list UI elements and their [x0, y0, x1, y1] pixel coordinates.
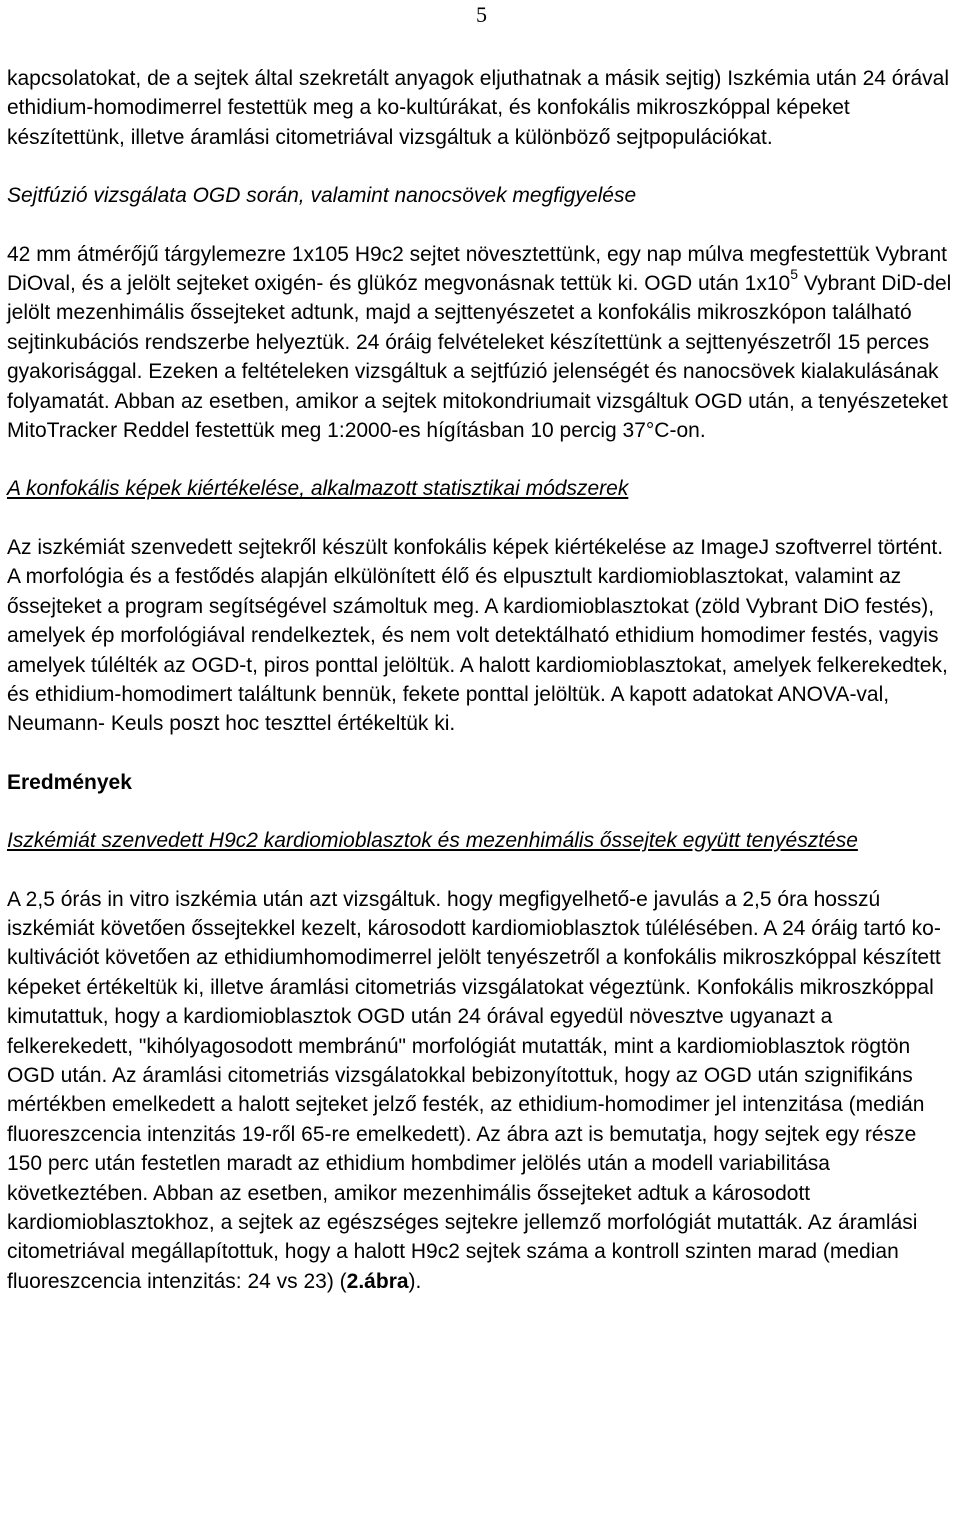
- figure-reference: 2.ábra: [346, 1269, 409, 1293]
- paragraph-text: ).: [408, 1269, 422, 1293]
- paragraph-results: [7, 885, 955, 1297]
- document-body: [7, 64, 955, 1296]
- page-number: 5: [476, 2, 487, 27]
- spacer: [7, 797, 955, 826]
- spacer: [7, 856, 955, 885]
- spacer: [7, 211, 955, 240]
- paragraph-methods-fusion: [7, 240, 955, 446]
- section-heading-evaluation: A konfokális képek kiértékelése, alkalmazott statisztikai módszerek: [7, 477, 629, 501]
- spacer: [7, 739, 955, 768]
- section-heading-results: Eredmények: [7, 770, 132, 794]
- spacer: [7, 445, 955, 474]
- section-heading-cell-fusion: Sejtfúzió vizsgálata OGD során, valamint nanocsövek megfigyelése: [7, 184, 637, 208]
- paragraph-intro: kapcsolatokat, de a sejtek által szekretált anyagok eljuthatnak a másik sejtig) Iszkémia után 24 órával ethidium-homodimerrel festettük meg a ko-kultúrákat, és konfokális mikroszkóppal képeket készítettünk, illetve áramlási citometriával vizsgáltuk a különböző sejtpopulációkat.: [7, 67, 949, 149]
- spacer: [7, 504, 955, 533]
- section-heading-coculture: Iszkémiát szenvedett H9c2 kardiomioblasztok és mezenhimális őssejtek együtt tenyésztése: [7, 829, 858, 853]
- paragraph-text: 42 mm átmérőjű tárgylemezre 1x105 H9c2 sejtet növesztettünk, egy nap múlva megfestettük Vybrant DiOval, és a jelölt sejteket oxigén- és glükóz megvonásnak tettük ki. OGD után 1x10: [7, 242, 948, 296]
- paragraph-text: A 2,5 órás in vitro iszkémia után azt vizsgáltuk. hogy megfigyelhető-e javulás a 2,5 óra hosszú iszkémiát követően őssejtekkel kezelt, károsodott kardiomioblasztok túlélésében. A 24 óráig tartó ko-kultivációt követően az ethidiumhomodimerrel jelölt tenyészetről a konfokális mikroszkóppal készített képeket értékeltük ki, illetve áramlási citometriás vizsgálatokat végeztünk. Konfokális mikroszkóppal kimutattuk, hogy a kardiomioblasztok OGD után 24 órával egyedül növesztve ugyanazt a felkerekedett, "kihólyagosodott membránú" morfológiát mutatták, mint a kardiomioblasztok rögtön OGD után. Az áramlási citometriás vizsgálatokkal bebizonyítottuk, hogy az OGD után szignifikáns mértékben emelkedett a halott sejteket jelző festék, az ethidium-homodimer jel intenzitása (medián fluoreszcencia intenzitás 19-ről 65-re emelkedett). Az ábra azt is bemutatja, hogy sejtek egy része 150 perc után festetlen maradt az ethidium hombdimer jelölés után a modell variabilitása következtében. Abban az esetben, amikor mezenhimális őssejteket adtuk a károsodott kardiomioblasztokhoz, a sejtek az egészséges sejtekre jellemző morfológiát mutatták. Az áramlási citometriával megállapítottuk, hogy a halott H9c2 sejtek száma a kontroll szinten marad (median fluoreszcencia intenzitás: 24 vs 23) (: [7, 887, 941, 1293]
- spacer: [7, 152, 955, 181]
- paragraph-evaluation: Az iszkémiát szenvedett sejtekről készült konfokális képek kiértékelése az ImageJ szoftverrel történt. A morfológia és a festődés alapján elkülönített élő és elpusztult kardiomioblasztokat, valamint az őssejteket a program segítségével számoltuk meg. A kardiomioblasztokat (zöld Vybrant DiO festés), amelyek ép morfológiával rendelkeztek, és nem volt detektálható ethidium homodimer festés, vagyis amelyek túlélték az OGD-t, piros ponttal jelöltük. A halott kardiomioblasztokat, amelyek felkerekedtek, és ethidium-homodimert találtunk bennük, fekete ponttal jelöltük. A kapott adatokat ANOVA-val, Neumann- Keuls poszt hoc teszttel értékeltük ki.: [7, 535, 948, 736]
- paragraph-text: Vybrant DiD-del jelölt mezenhimális őssejteket adtunk, majd a sejttenyészetet a konfokális mikroszkópon található sejtinkubációs rendszerbe helyeztük. 24 óráig felvételeket készítettünk a sejttenyészetről 15 perces gyakorisággal. Ezeken a feltételeken vizsgáltuk a sejtfúzió jelenségét és nanocsövek kialakulásának folyamatát. Abban az esetben, amikor a sejtek mitokondriumait vizsgáltuk OGD után, a tenyészeteket MitoTracker Reddel festettük meg 1:2000-es hígításban 10 percig 37°C-on.: [7, 272, 952, 443]
- superscript-exponent: 5: [790, 266, 799, 283]
